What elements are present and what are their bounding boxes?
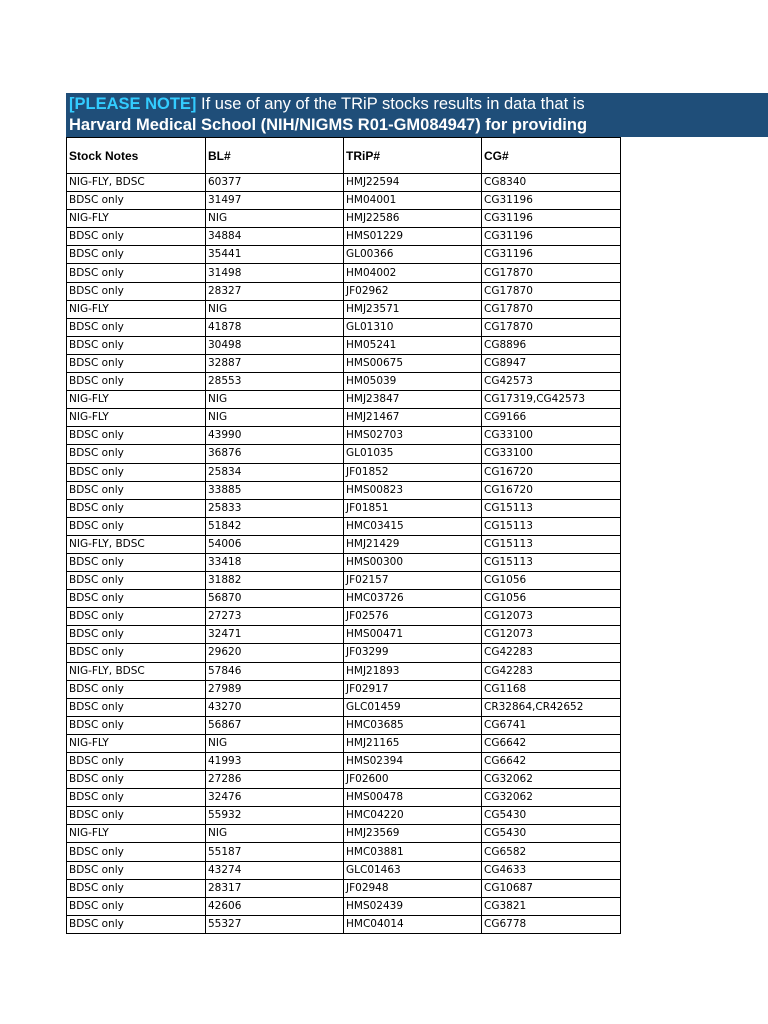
cell-stock-notes: BDSC only [67,789,206,807]
cell-trip: GL01310 [344,318,482,336]
table-row [67,391,621,409]
cell-bl: 28327 [206,282,344,300]
cell-cg: CG15113 [482,553,621,571]
cell-cg: CG33100 [482,445,621,463]
cell-stock-notes: BDSC only [67,373,206,391]
table-row [67,192,621,210]
cell-cg: CG17319,CG42573 [482,391,621,409]
cell-cg: CG4633 [482,861,621,879]
cell-bl: 51842 [206,517,344,535]
cell-stock-notes: BDSC only [67,481,206,499]
cell-bl: 41878 [206,318,344,336]
cell-bl: 31882 [206,572,344,590]
cell-trip: HM04001 [344,192,482,210]
cell-trip: GLC01459 [344,698,482,716]
table-row [67,228,621,246]
cell-trip: HMS00471 [344,626,482,644]
cell-stock-notes: NIG-FLY [67,409,206,427]
cell-stock-notes: BDSC only [67,318,206,336]
cell-bl: 27273 [206,608,344,626]
cell-bl: NIG [206,300,344,318]
cell-bl: NIG [206,210,344,228]
table-row [67,481,621,499]
cell-cg: CR32864,CR42652 [482,698,621,716]
cell-stock-notes: BDSC only [67,499,206,517]
cell-bl: 35441 [206,246,344,264]
notice-line-2: Harvard Medical School (NIH/NIGMS R01-GM084947) for providing [69,116,588,134]
cell-trip: HMJ21429 [344,535,482,553]
cell-trip: HMJ23571 [344,300,482,318]
cell-trip: HMS01229 [344,228,482,246]
table-body [67,174,621,934]
table-row [67,499,621,517]
cell-cg: CG8896 [482,336,621,354]
table-row [67,807,621,825]
header-bl: BL# [206,138,344,174]
cell-stock-notes: BDSC only [67,192,206,210]
cell-cg: CG6741 [482,716,621,734]
cell-stock-notes: NIG-FLY [67,734,206,752]
header-cg: CG# [482,138,621,174]
cell-stock-notes: BDSC only [67,553,206,571]
cell-bl: 31498 [206,264,344,282]
table-row [67,897,621,915]
cell-bl: 41993 [206,753,344,771]
cell-stock-notes: BDSC only [67,897,206,915]
cell-cg: CG42573 [482,373,621,391]
cell-trip: HMJ21893 [344,662,482,680]
cell-cg: CG32062 [482,789,621,807]
table-row [67,825,621,843]
table-row [67,517,621,535]
cell-cg: CG6582 [482,843,621,861]
cell-stock-notes: BDSC only [67,698,206,716]
cell-cg: CG17870 [482,300,621,318]
cell-cg: CG9166 [482,409,621,427]
cell-stock-notes: BDSC only [67,246,206,264]
cell-trip: GL01035 [344,445,482,463]
table-row [67,336,621,354]
cell-bl: 33418 [206,553,344,571]
cell-stock-notes: NIG-FLY, BDSC [67,174,206,192]
cell-stock-notes: BDSC only [67,354,206,372]
cell-cg: CG3821 [482,897,621,915]
cell-stock-notes: BDSC only [67,879,206,897]
cell-cg: CG33100 [482,427,621,445]
cell-bl: 32887 [206,354,344,372]
cell-trip: JF01852 [344,463,482,481]
cell-cg: CG15113 [482,535,621,553]
cell-stock-notes: BDSC only [67,716,206,734]
cell-bl: 31497 [206,192,344,210]
cell-trip: HMC03881 [344,843,482,861]
table-row [67,608,621,626]
cell-stock-notes: BDSC only [67,463,206,481]
please-note-label: [PLEASE NOTE] [69,95,197,113]
cell-cg: CG31196 [482,192,621,210]
table-row [67,445,621,463]
cell-bl: 34884 [206,228,344,246]
cell-bl: 29620 [206,644,344,662]
cell-trip: HMS00675 [344,354,482,372]
cell-bl: 32476 [206,789,344,807]
cell-stock-notes: BDSC only [67,517,206,535]
cell-trip: HMJ21165 [344,734,482,752]
table-row [67,680,621,698]
cell-trip: HMJ22594 [344,174,482,192]
cell-cg: CG31196 [482,246,621,264]
cell-trip: HMS02439 [344,897,482,915]
table-row [67,734,621,752]
cell-cg: CG16720 [482,463,621,481]
cell-stock-notes: BDSC only [67,282,206,300]
cell-bl: 28553 [206,373,344,391]
cell-stock-notes: BDSC only [67,336,206,354]
cell-bl: 43274 [206,861,344,879]
table-row [67,282,621,300]
table-row [67,373,621,391]
table-row [67,771,621,789]
cell-trip: HMS02703 [344,427,482,445]
cell-bl: NIG [206,391,344,409]
table-row [67,246,621,264]
cell-trip: HM04002 [344,264,482,282]
cell-bl: NIG [206,825,344,843]
table-row [67,174,621,192]
cell-stock-notes: NIG-FLY [67,825,206,843]
cell-cg: CG6642 [482,753,621,771]
cell-stock-notes: BDSC only [67,644,206,662]
table-row [67,354,621,372]
cell-trip: HMS02394 [344,753,482,771]
cell-stock-notes: NIG-FLY, BDSC [67,535,206,553]
table-row [67,409,621,427]
cell-bl: 56870 [206,590,344,608]
cell-trip: HMC04220 [344,807,482,825]
cell-cg: CG16720 [482,481,621,499]
header-row [67,138,621,174]
cell-bl: 43990 [206,427,344,445]
table-row [67,572,621,590]
cell-bl: 36876 [206,445,344,463]
cell-trip: HMJ23847 [344,391,482,409]
cell-bl: NIG [206,734,344,752]
cell-stock-notes: NIG-FLY [67,391,206,409]
notice-banner [66,93,768,137]
cell-trip: JF02600 [344,771,482,789]
cell-trip: HM05039 [344,373,482,391]
cell-trip: HMC04014 [344,915,482,933]
cell-cg: CG31196 [482,210,621,228]
cell-bl: 30498 [206,336,344,354]
cell-trip: HMJ21467 [344,409,482,427]
cell-stock-notes: BDSC only [67,753,206,771]
table-row [67,861,621,879]
cell-cg: CG12073 [482,626,621,644]
table-row [67,626,621,644]
cell-cg: CG6778 [482,915,621,933]
cell-bl: 25834 [206,463,344,481]
cell-bl: 42606 [206,897,344,915]
cell-cg: CG31196 [482,228,621,246]
cell-cg: CG6642 [482,734,621,752]
cell-trip: HMJ23569 [344,825,482,843]
cell-trip: JF01851 [344,499,482,517]
cell-trip: JF02917 [344,680,482,698]
table-row [67,644,621,662]
table-row [67,879,621,897]
cell-trip: HMC03685 [344,716,482,734]
table-row [67,427,621,445]
cell-bl: 55187 [206,843,344,861]
cell-stock-notes: NIG-FLY, BDSC [67,662,206,680]
table-row [67,716,621,734]
cell-bl: NIG [206,409,344,427]
cell-stock-notes: NIG-FLY [67,300,206,318]
cell-stock-notes: BDSC only [67,590,206,608]
cell-stock-notes: BDSC only [67,626,206,644]
cell-trip: HMS00823 [344,481,482,499]
cell-cg: CG32062 [482,771,621,789]
cell-cg: CG12073 [482,608,621,626]
header-stock-notes: Stock Notes [67,138,206,174]
cell-bl: 55932 [206,807,344,825]
cell-stock-notes: BDSC only [67,915,206,933]
cell-stock-notes: BDSC only [67,608,206,626]
cell-cg: CG15113 [482,499,621,517]
cell-trip: JF02948 [344,879,482,897]
cell-cg: CG1056 [482,572,621,590]
cell-trip: HMC03726 [344,590,482,608]
cell-stock-notes: NIG-FLY [67,210,206,228]
cell-stock-notes: BDSC only [67,445,206,463]
cell-cg: CG15113 [482,517,621,535]
cell-bl: 32471 [206,626,344,644]
cell-trip: HMS00300 [344,553,482,571]
cell-stock-notes: BDSC only [67,572,206,590]
cell-trip: JF02576 [344,608,482,626]
cell-stock-notes: BDSC only [67,680,206,698]
cell-bl: 43270 [206,698,344,716]
header-trip: TRiP# [344,138,482,174]
cell-cg: CG1056 [482,590,621,608]
cell-cg: CG17870 [482,282,621,300]
cell-stock-notes: BDSC only [67,264,206,282]
table-row [67,915,621,933]
cell-bl: 33885 [206,481,344,499]
notice-line-1-text: If use of any of the TRiP stocks results in data that is [196,95,585,113]
cell-stock-notes: BDSC only [67,807,206,825]
table-row [67,300,621,318]
cell-cg: CG5430 [482,825,621,843]
cell-cg: CG5430 [482,807,621,825]
cell-cg: CG8947 [482,354,621,372]
cell-trip: HM05241 [344,336,482,354]
cell-bl: 25833 [206,499,344,517]
notice-line-1 [69,94,768,115]
table-row [67,535,621,553]
cell-bl: 27989 [206,680,344,698]
cell-cg: CG8340 [482,174,621,192]
cell-trip: JF02157 [344,572,482,590]
table-row [67,553,621,571]
table-row [67,210,621,228]
table-row [67,789,621,807]
cell-bl: 57846 [206,662,344,680]
cell-stock-notes: BDSC only [67,228,206,246]
table-row [67,590,621,608]
cell-bl: 28317 [206,879,344,897]
table-row [67,662,621,680]
cell-bl: 56867 [206,716,344,734]
table-row [67,843,621,861]
cell-cg: CG10687 [482,879,621,897]
cell-trip: JF02962 [344,282,482,300]
cell-trip: HMC03415 [344,517,482,535]
cell-cg: CG42283 [482,662,621,680]
cell-cg: CG42283 [482,644,621,662]
cell-stock-notes: BDSC only [67,771,206,789]
cell-stock-notes: BDSC only [67,843,206,861]
cell-bl: 27286 [206,771,344,789]
cell-trip: GLC01463 [344,861,482,879]
cell-bl: 55327 [206,915,344,933]
cell-trip: GL00366 [344,246,482,264]
table-row [67,753,621,771]
cell-stock-notes: BDSC only [67,861,206,879]
stock-table [66,137,621,934]
table-row [67,463,621,481]
table-row [67,698,621,716]
table-row [67,318,621,336]
table-row [67,264,621,282]
cell-cg: CG1168 [482,680,621,698]
cell-cg: CG17870 [482,264,621,282]
cell-stock-notes: BDSC only [67,427,206,445]
cell-trip: JF03299 [344,644,482,662]
cell-cg: CG17870 [482,318,621,336]
cell-trip: HMS00478 [344,789,482,807]
cell-trip: HMJ22586 [344,210,482,228]
cell-bl: 60377 [206,174,344,192]
cell-bl: 54006 [206,535,344,553]
